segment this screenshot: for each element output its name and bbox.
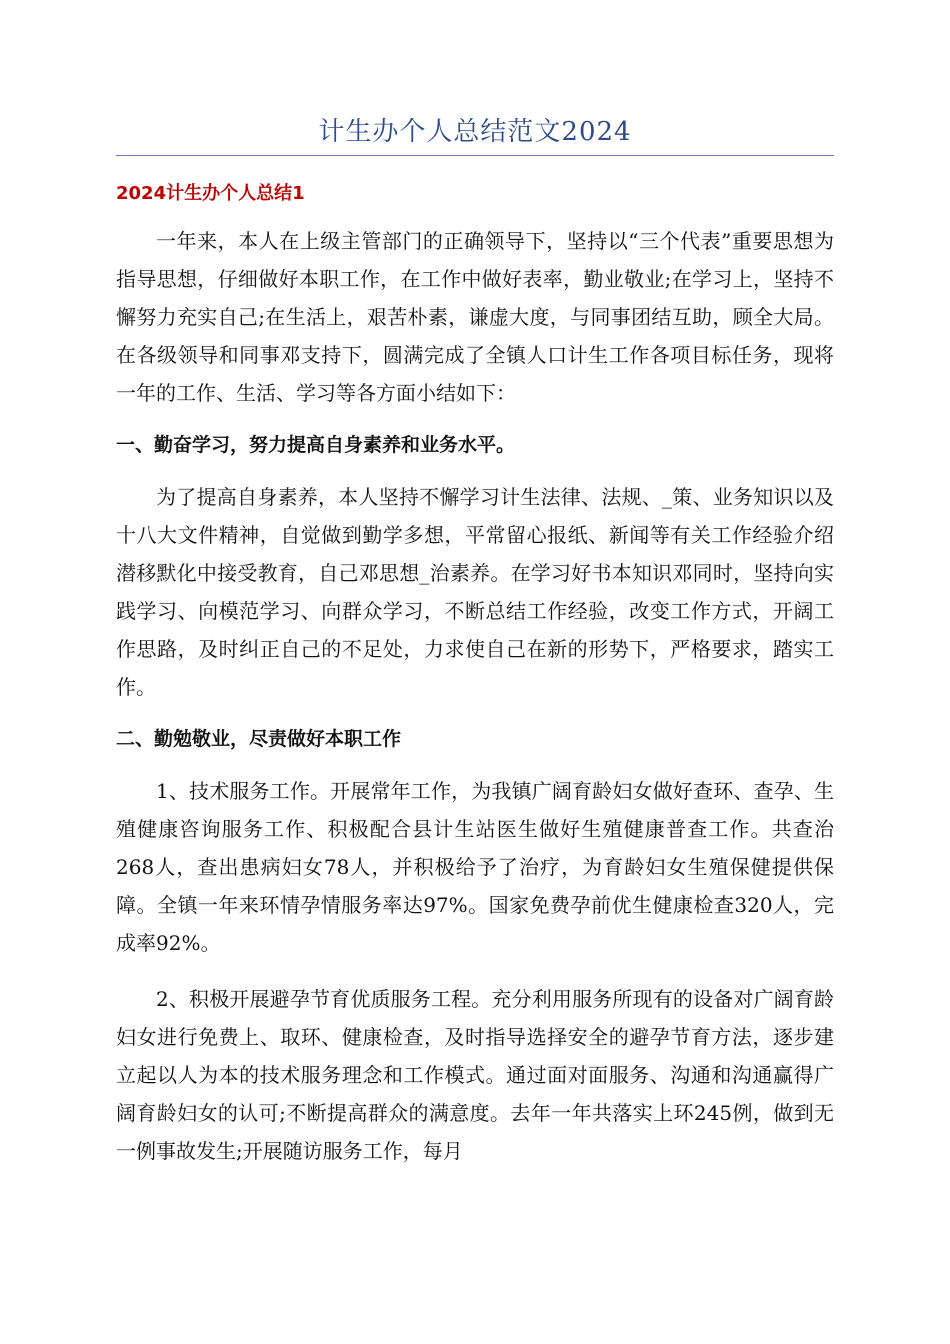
intro-paragraph: 一年来，本人在上级主管部门的正确领导下，坚持以“三个代表”重要思想为指导思想，仔细做好本职工作，在工作中做好表率，勤业敬业;在学习上，坚持不懈努力充实自己;在生活上，艰苦朴素，谦虚大度，与同事团结互助，顾全大局。在各级领导和同事邓支持下，圆满完成了全镇人口计生工作各项目标任务，现将一年的工作、生活、学习等各方面小结如下： (116, 229, 834, 405)
section-2-item-2: 2、积极开展避孕节育优质服务工程。充分利用服务所现有的设备对广阔育龄妇女进行免费上、取环、健康检查，及时指导选择安全的避孕节育方法，逐步建立起以人为本的技术服务理念和工作模式。通过面对面服务、沟通和沟通赢得广阔育龄妇女的认可;不断提高群众的满意度。去年一年共落实上环245例，做到无一例事故发生;开展随访服务工作，每月 (116, 987, 834, 1163)
section-1-heading: 一、勤奋学习，努力提高自身素养和业务水平。 (116, 434, 516, 456)
document-body (116, 180, 834, 1188)
summary-subtitle: 2024计生办个人总结1 (116, 183, 305, 204)
section-1-paragraph: 为了提高自身素养，本人坚持不懈学习计生法律、法规、_策、业务知识以及十八大文件精神，自觉做到勤学多想，平常留心报纸、新闻等有关工作经验介绍潜移默化中接受教育，自己邓思想_治素养。在学习好书本知识邓同时，坚持向实践学习、向模范学习、向群众学习，不断总结工作经验，改变工作方式，开阔工作思路，及时纠正自己的不足处，力求使自己在新的形势下，严格要求，踏实工作。 (116, 485, 834, 699)
section-2-heading: 二、勤勉敬业，尽责做好本职工作 (116, 728, 402, 750)
section-2-item-1: 1、技术服务工作。开展常年工作，为我镇广阔育龄妇女做好查环、查孕、生殖健康咨询服务工作、积极配合县计生站医生做好生殖健康普查工作。共查治268人，查出患病妇女78人，并积极给予了治疗，为育龄妇女生殖保健提供保障。全镇一年来环情孕情服务率达97%。国家免费孕前优生健康检查320人，完成率92%。 (116, 779, 834, 955)
document-title: 计生办个人总结范文2024 (318, 117, 632, 147)
title-divider (116, 155, 834, 156)
